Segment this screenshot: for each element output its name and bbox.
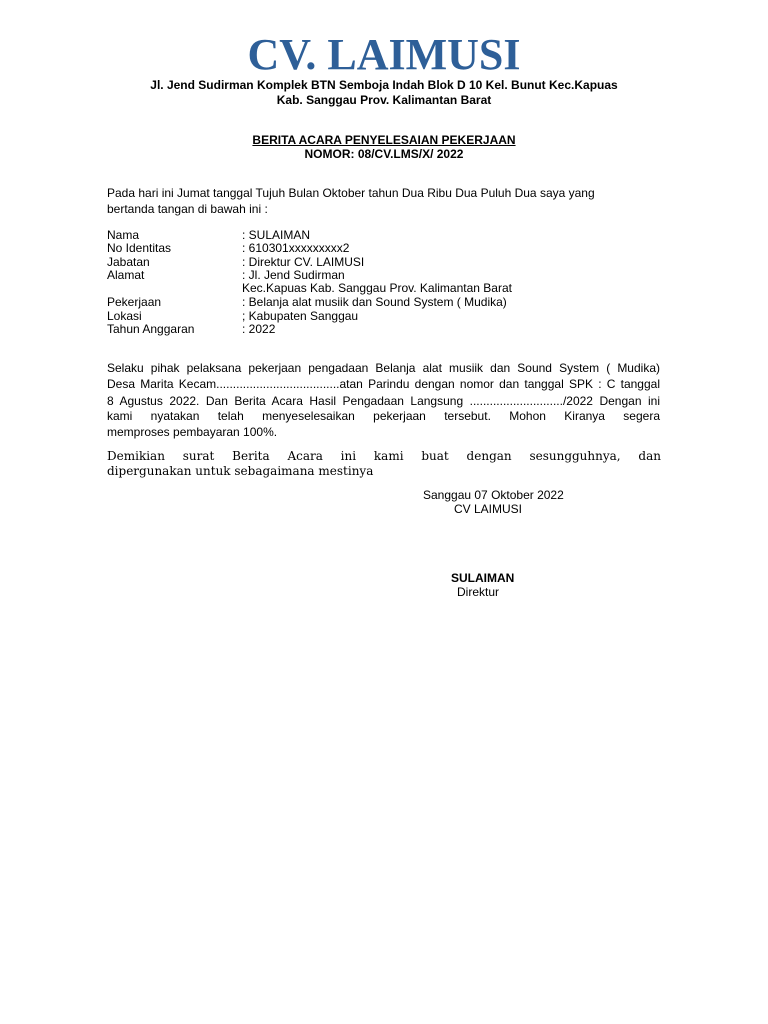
signature-place-date: Sanggau 07 Oktober 2022	[423, 488, 564, 502]
body-line: kami nyatakan telah menyeselesaikan pekerjaan tersebut. Mohon Kiranya segera	[107, 409, 660, 423]
intro-line-2: bertanda tangan di bawah ini :	[107, 202, 268, 216]
closing-line-2: dipergunakan untuk sebagaimana mestinya	[107, 464, 374, 478]
document-title: BERITA ACARA PENYELESAIAN PEKERJAAN	[252, 133, 516, 147]
signature-position: Direktur	[457, 585, 500, 599]
detail-value: : Direktur CV. LAIMUSI	[242, 255, 365, 269]
body-line: Desa Marita Kecam.....................................atan Parindu dengan nomor dan tanggal SPK : C tanggal	[107, 377, 660, 391]
body-line: Selaku pihak pelaksana pekerjaan pengadaan Belanja alat musiik dan Sound System ( Mudika)	[107, 361, 660, 375]
detail-value: : Belanja alat musiik dan Sound System ( Mudika)	[242, 295, 507, 309]
detail-value: Kec.Kapuas Kab. Sanggau Prov. Kalimantan Barat	[242, 281, 512, 295]
detail-label: Lokasi	[107, 309, 142, 323]
detail-value: : SULAIMAN	[242, 228, 311, 242]
detail-value: : 2022	[242, 322, 276, 336]
detail-label: Alamat	[107, 268, 145, 282]
intro-line-1: Pada hari ini Jumat tanggal Tujuh Bulan Oktober tahun Dua Ribu Dua Puluh Dua saya yang	[107, 186, 595, 200]
detail-value: ; Kabupaten Sanggau	[242, 309, 359, 323]
body-line: 8 Agustus 2022. Dan Berita Acara Hasil Pengadaan Langsung ............................/2022 Dengan ini	[107, 394, 660, 408]
address-line-2: Kab. Sanggau Prov. Kalimantan Barat	[276, 93, 492, 107]
detail-label: Pekerjaan	[107, 295, 162, 309]
detail-value: : Jl. Jend Sudirman	[242, 268, 345, 282]
detail-label: Jabatan	[107, 255, 150, 269]
address-line-1: Jl. Jend Sudirman Komplek BTN Semboja Indah Blok D 10 Kel. Bunut Kec.Kapuas	[150, 78, 618, 92]
closing-line-1: Demikian surat Berita Acara ini kami buat dengan sesungguhnya, dan	[107, 449, 661, 463]
detail-label: Nama	[107, 228, 140, 242]
detail-value: : 610301xxxxxxxxx2	[242, 241, 350, 255]
signature-company: CV LAIMUSI	[454, 502, 523, 516]
detail-label: No Identitas	[107, 241, 172, 255]
signature-name: SULAIMAN	[451, 571, 515, 585]
document-number: NOMOR: 08/CV.LMS/X/ 2022	[304, 147, 464, 161]
detail-label: Tahun Anggaran	[107, 322, 195, 336]
company-name: CV. LAIMUSI	[247, 30, 521, 79]
body-line: memproses pembayaran 100%.	[107, 425, 278, 439]
